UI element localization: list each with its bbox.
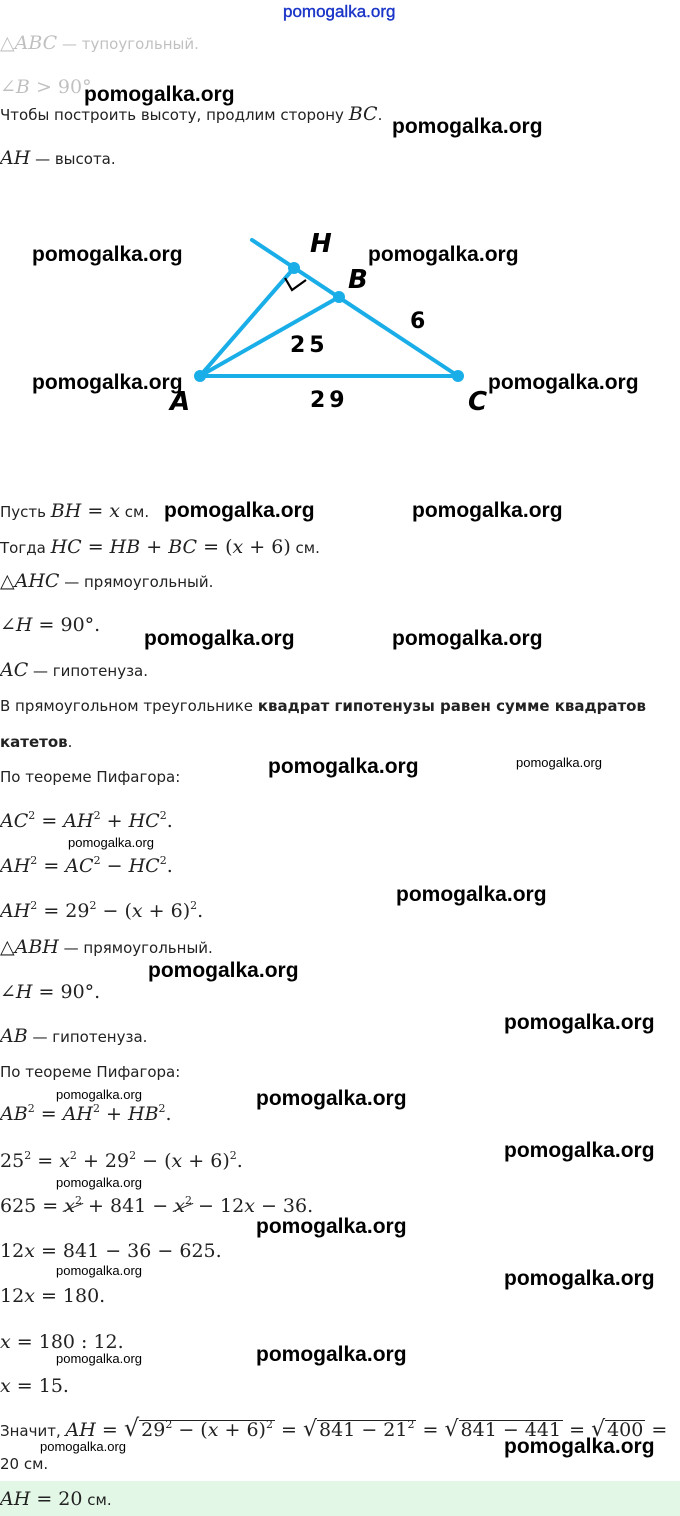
equation-4: $AB^2 = AH^2 + HB^2$. <box>0 1102 172 1125</box>
equation-final-cont: 20 см. <box>0 1455 49 1473</box>
watermark: pomogalka.org <box>504 1011 655 1034</box>
line-rule: В прямоугольном треугольнике квадрат гипотенузы равен сумме квадратов <box>0 697 646 715</box>
watermark: pomogalka.org <box>84 83 235 106</box>
line-ab-hypotenuse: AB — гипотенуза. <box>0 1025 148 1047</box>
watermark-small: pomogalka.org <box>516 755 602 770</box>
length-ab: 25 <box>290 333 329 358</box>
watermark-small: pomogalka.org <box>56 1175 142 1190</box>
line-triangle-abc-obtuse: △ABC — тупоугольный. <box>0 32 199 54</box>
line-angle-b: ∠B > 90° <box>0 76 92 98</box>
equation-6: $625 = x^2 + 841 - x^2 - 12x - 36$. <box>0 1194 314 1217</box>
line-extend-bc: Чтобы построить высоту, продлим сторону BC. <box>0 103 383 125</box>
watermark: pomogalka.org <box>256 1215 407 1238</box>
right-angle-mark <box>285 278 306 290</box>
watermark: pomogalka.org <box>488 371 639 394</box>
answer-line: AH = 20 см. <box>0 1488 112 1510</box>
segment-ah <box>200 268 294 376</box>
watermark: pomogalka.org <box>504 1139 655 1162</box>
watermark-small: pomogalka.org <box>68 835 154 850</box>
watermark: pomogalka.org <box>396 883 547 906</box>
length-ac: 29 <box>310 388 349 413</box>
equation-7: 12x = 841 − 36 − 625. <box>0 1240 222 1262</box>
label-c: C <box>468 387 488 417</box>
watermark: pomogalka.org <box>268 755 419 778</box>
label-h: H <box>310 229 332 259</box>
watermark: pomogalka.org <box>392 115 543 138</box>
watermark: pomogalka.org <box>392 627 543 650</box>
point-a <box>194 370 206 382</box>
watermark-small: pomogalka.org <box>56 1087 142 1102</box>
line-angle-h-1: ∠H = 90°. <box>0 614 101 636</box>
point-b <box>333 291 345 303</box>
watermark: pomogalka.org <box>144 627 295 650</box>
equation-10: x = 15. <box>0 1375 69 1397</box>
watermark: pomogalka.org <box>32 371 183 394</box>
watermark: pomogalka.org <box>32 243 183 266</box>
equation-3: $AH^2 = 29^2 - (x + 6)^2$. <box>0 899 204 922</box>
equation-1: $AC^2 = AH^2 + HC^2$. <box>0 809 173 832</box>
watermark-small: pomogalka.org <box>56 1351 142 1366</box>
watermark: pomogalka.org <box>256 1343 407 1366</box>
watermark: pomogalka.org <box>148 959 299 982</box>
label-b: B <box>348 265 368 295</box>
line-let-bh: Пусть BH = x см. <box>0 500 150 522</box>
watermark-top: pomogalka.org <box>283 2 396 21</box>
watermark: pomogalka.org <box>504 1435 655 1458</box>
line-then-hc: Тогда HC = HB + BC = (x + 6) см. <box>0 536 320 558</box>
line-rule-cont: катетов. <box>0 733 73 751</box>
label-a: A <box>170 387 191 417</box>
line-ah-height: AH — высота. <box>0 147 116 169</box>
line-pythagoras-2: По теореме Пифагора: <box>0 1063 181 1081</box>
line-ac-hypotenuse: AC — гипотенуза. <box>0 659 149 681</box>
equation-2: $AH^2 = AC^2 - HC^2$. <box>0 854 173 877</box>
watermark: pomogalka.org <box>412 499 563 522</box>
watermark: pomogalka.org <box>368 243 519 266</box>
equation-5: $25^2 = x^2 + 29^2 - (x + 6)^2$. <box>0 1149 243 1172</box>
equation-final: Значит, AH = √ $29^2 - (x + 6)^2$ = √ $841 - 21^2$ = √ 841 − 441 = √ 400 = <box>0 1414 668 1442</box>
watermark: pomogalka.org <box>504 1267 655 1290</box>
equation-8: 12x = 180. <box>0 1285 106 1307</box>
watermark-small: pomogalka.org <box>56 1263 142 1278</box>
watermark: pomogalka.org <box>256 1087 407 1110</box>
line-triangle-ahc-right: △AHC — прямоугольный. <box>0 570 214 592</box>
point-c <box>452 370 464 382</box>
line-pythagoras-1: По теореме Пифагора: <box>0 768 181 786</box>
watermark-small: pomogalka.org <box>40 1439 126 1454</box>
equation-9: x = 180 : 12. <box>0 1331 124 1353</box>
watermark: pomogalka.org <box>164 499 315 522</box>
point-h <box>288 262 300 274</box>
line-triangle-abh-right: △ABH — прямоугольный. <box>0 936 213 958</box>
length-bc: 6 <box>410 309 430 334</box>
line-angle-h-2: ∠H = 90°. <box>0 981 101 1003</box>
triangle-diagram <box>0 200 680 440</box>
